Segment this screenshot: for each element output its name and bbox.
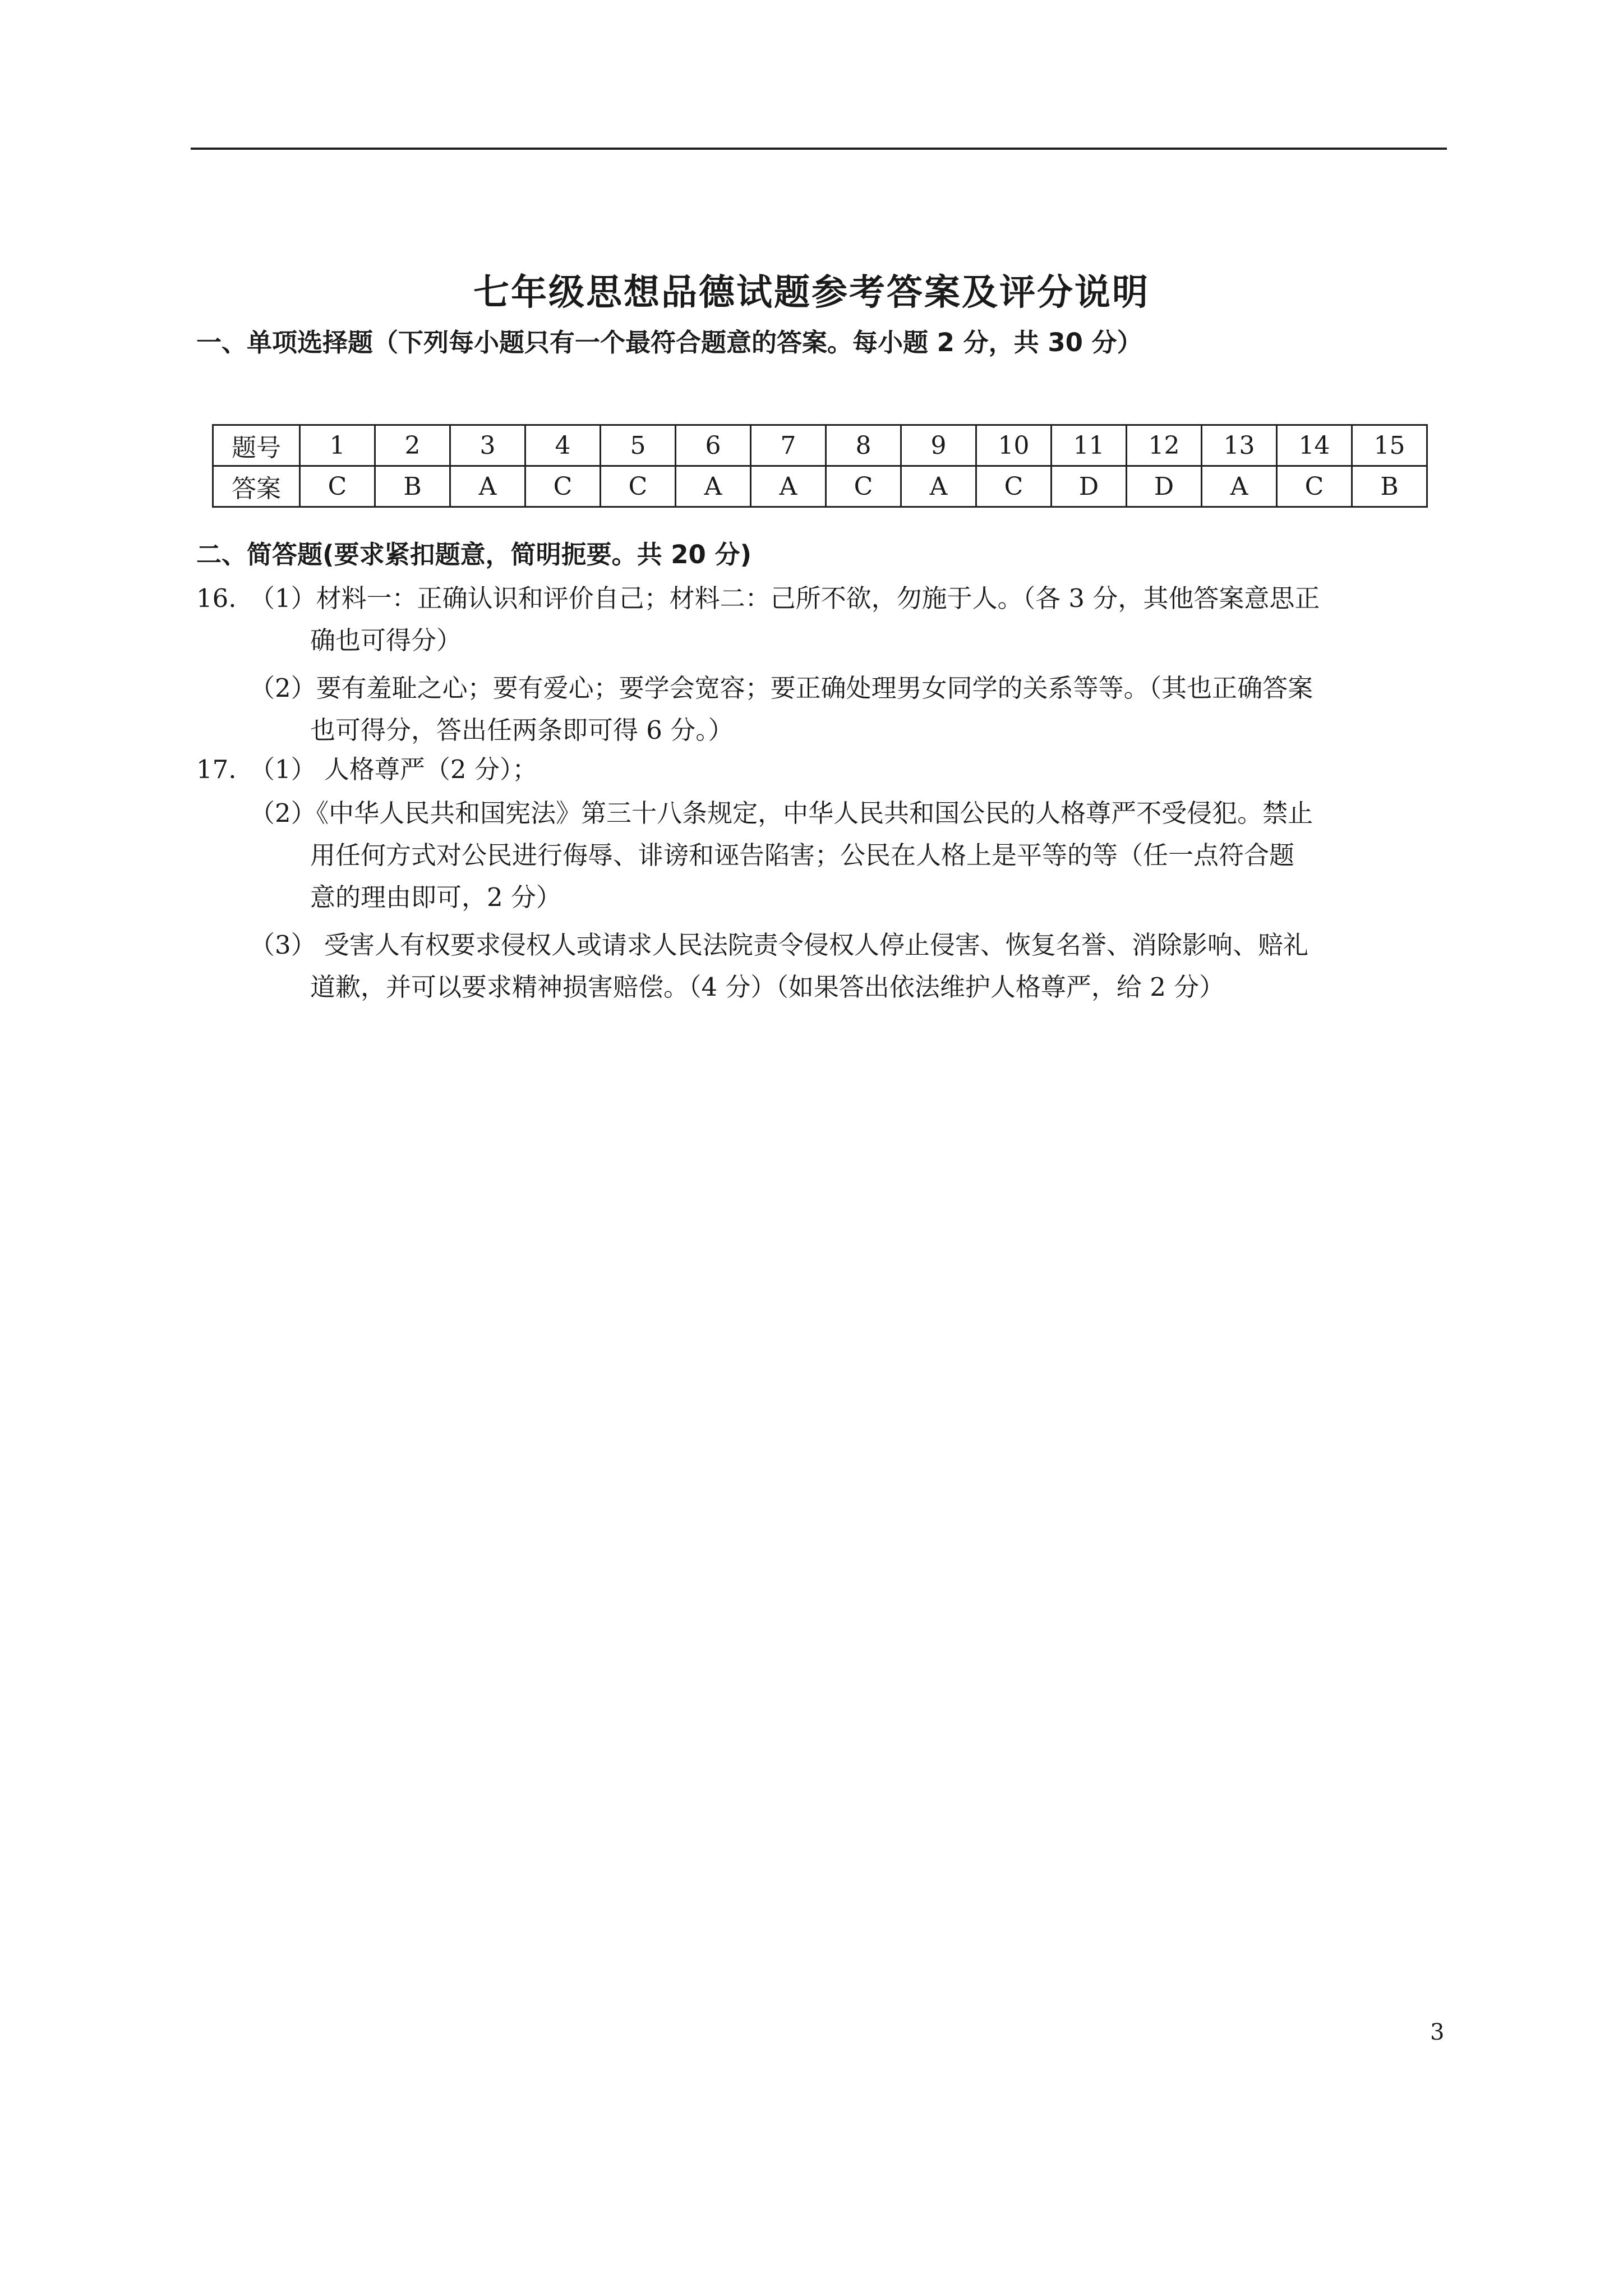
table-cell: 9 bbox=[901, 425, 976, 466]
table-cell: D bbox=[1052, 466, 1127, 507]
table-cell: 2 bbox=[375, 425, 450, 466]
table-cell: C bbox=[976, 466, 1052, 507]
table-cell: 3 bbox=[450, 425, 525, 466]
table-cell: A bbox=[676, 466, 751, 507]
q17-part1-line1 bbox=[196, 744, 537, 795]
table-cell: 10 bbox=[976, 425, 1052, 466]
q16-number: 16. bbox=[196, 583, 237, 613]
table-cell: 1 bbox=[300, 425, 375, 466]
table-cell: B bbox=[1352, 466, 1427, 507]
table-cell: 6 bbox=[676, 425, 751, 466]
q17-part2-line3: 意的理由即可，2 分） bbox=[310, 882, 561, 912]
q17-part2-line2: 用任何方式对公民进行侮辱、诽谤和诬告陷害；公民在人格上是平等的等（任一点符合题 bbox=[310, 840, 1295, 870]
table-cell: 13 bbox=[1202, 425, 1277, 466]
table-cell: B bbox=[375, 466, 450, 507]
q17-part2-line1: （2）《中华人民共和国宪法》第三十八条规定，中华人民共和国公民的人格尊严不受侵犯。禁止 bbox=[250, 798, 1313, 828]
section-1-heading: 一、单项选择题（下列每小题只有一个最符合题意的答案。每小题 2 分，共 30 分） bbox=[196, 328, 1142, 357]
table-cell: C bbox=[601, 466, 676, 507]
table-cell: 7 bbox=[751, 425, 826, 466]
table-cell: A bbox=[751, 466, 826, 507]
answer-table bbox=[212, 424, 1428, 508]
table-cell: 15 bbox=[1352, 425, 1427, 466]
q16-part2-line1: （2）要有羞耻之心；要有爱心；要学会宽容；要正确处理男女同学的关系等等。（其也正确答案 bbox=[250, 673, 1313, 703]
page-number: 3 bbox=[1430, 2019, 1445, 2045]
table-cell: 11 bbox=[1052, 425, 1127, 466]
table-cell: 8 bbox=[826, 425, 901, 466]
q16-part1-text: （1）材料一：正确认识和评价自己；材料二：己所不欲，勿施于人。（各 3 分，其他答案意思正 bbox=[250, 583, 1320, 613]
row-label-answer: 答案 bbox=[213, 466, 300, 507]
table-cell: A bbox=[450, 466, 525, 507]
q17-number: 17. bbox=[196, 754, 237, 784]
table-cell: C bbox=[1277, 466, 1352, 507]
table-cell: D bbox=[1127, 466, 1202, 507]
table-cell: C bbox=[826, 466, 901, 507]
table-cell: A bbox=[901, 466, 976, 507]
q17-part3-line2: 道歉，并可以要求精神损害赔偿。（4 分）（如果答出依法维护人格尊严，给 2 分） bbox=[310, 972, 1225, 1002]
row-label-number: 题号 bbox=[213, 425, 300, 466]
table-cell: 12 bbox=[1127, 425, 1202, 466]
header-rule bbox=[191, 148, 1447, 150]
table-cell: C bbox=[300, 466, 375, 507]
q16-part1-line2: 确也可得分） bbox=[310, 625, 462, 655]
question-number-row bbox=[213, 425, 1427, 466]
table-cell: 14 bbox=[1277, 425, 1352, 466]
q17-part1-text: （1） 人格尊严（2 分）； bbox=[250, 754, 538, 784]
answer-row bbox=[213, 466, 1427, 507]
q17-part3-line1: （3） 受害人有权要求侵权人或请求人民法院责令侵权人停止侵害、恢复名誉、消除影响、赔礼 bbox=[250, 930, 1308, 960]
table-cell: A bbox=[1202, 466, 1277, 507]
table-cell: C bbox=[525, 466, 601, 507]
table-cell: 4 bbox=[525, 425, 601, 466]
page-title: 七年级思想品德试题参考答案及评分说明 bbox=[473, 272, 1150, 314]
q16-part2-line2: 也可得分，答出任两条即可得 6 分。） bbox=[310, 715, 734, 745]
table-cell: 5 bbox=[601, 425, 676, 466]
section-2-heading: 二、简答题(要求紧扣题意，简明扼要。共 20 分) bbox=[196, 540, 752, 569]
